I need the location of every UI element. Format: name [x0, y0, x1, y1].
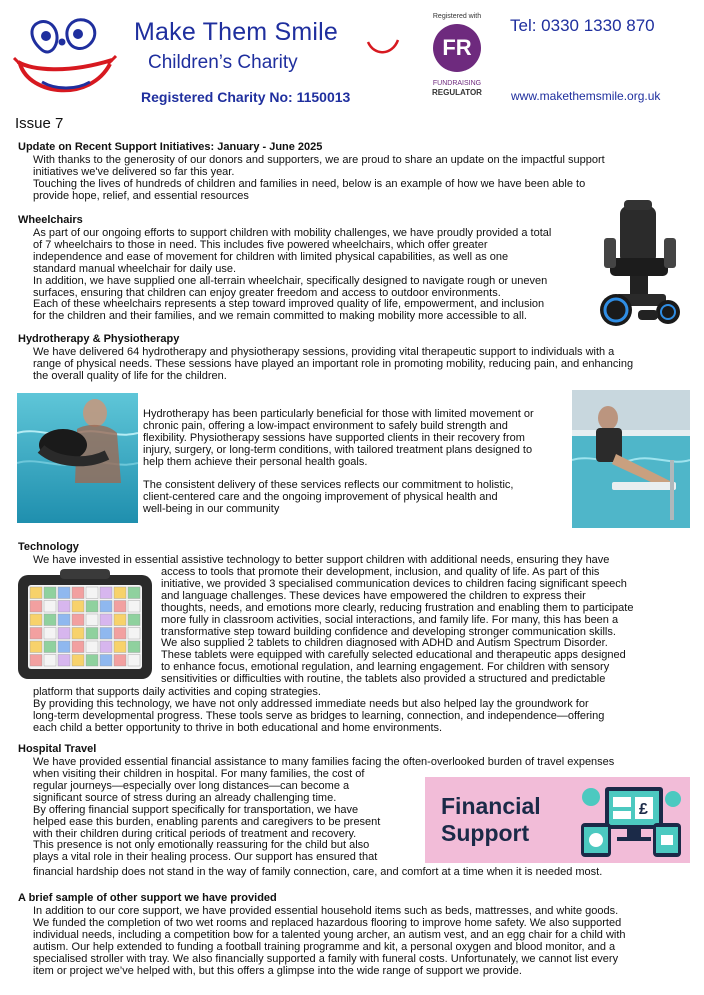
wheelchairs-body — [33, 228, 593, 323]
hospital-travel-heading: Hospital Travel — [18, 743, 97, 755]
text-line: flexibility. Physiotherapy sessions have supported clients in their recovery from — [143, 431, 525, 444]
text-line: when visiting their children in hospital. For many families, the cost of — [33, 768, 365, 780]
symbol-key — [128, 628, 140, 640]
text-line: platform that supports daily activities and coping strategies. — [33, 686, 321, 698]
text-line: surfaces, ensuring that children can enjoy greater freedom and access to outdoor environments. — [33, 286, 501, 299]
symbol-key — [72, 628, 84, 640]
symbol-key — [100, 641, 112, 653]
hydrotherapy-pool-photo — [17, 393, 138, 523]
text-line: initiatives we've delivered so far this year. — [33, 165, 235, 178]
symbol-key — [58, 655, 70, 667]
text-line: We have delivered 64 hydrotherapy and physiotherapy sessions, providing vital therapeutic support to individuals with a — [33, 346, 615, 358]
text-line: to enhance focus, emotional regulation, and learning engagement. For children with sensory — [161, 661, 610, 674]
symbol-key — [86, 601, 98, 613]
symbol-key — [72, 641, 84, 653]
symbol-key — [100, 587, 112, 599]
symbol-key — [44, 601, 56, 613]
regulator-circle — [433, 24, 481, 72]
symbol-key — [72, 587, 84, 599]
hydrotherapy-description — [143, 409, 573, 469]
text-line: client-centered care and the ongoing improvement of physical health and — [143, 490, 498, 503]
hydrotherapy-closing — [143, 480, 573, 516]
financial-support-line2: Support — [441, 820, 530, 846]
text-line: We funded the completion of two wet rooms and replaced hazardous flooring to improve home safety. We also supported — [33, 916, 622, 929]
text-line: initiative, we provided 3 specialised communication devices to children facing significant speech — [161, 577, 627, 590]
other-support-body — [33, 906, 698, 977]
symbol-key — [86, 641, 98, 653]
technology-side-text — [161, 567, 701, 686]
powered-wheelchair-image — [586, 198, 690, 330]
text-line: with their children during critical periods of treatment and recovery. — [33, 827, 357, 840]
text-line: significant source of stress during an already challenging time. — [33, 791, 337, 804]
text-line: thoughts, needs, and emotions more clearly, reducing frustration and enabling them to participate — [161, 601, 634, 614]
symbol-key — [114, 614, 126, 626]
symbol-key — [114, 655, 126, 667]
finance-devices-icon — [577, 783, 685, 859]
text-line: In addition to our core support, we have provided essential household items such as beds, mattresses, and white goods. — [33, 905, 619, 917]
symbol-key — [44, 614, 56, 626]
title-smile-accent — [366, 38, 400, 58]
wheelchairs-heading: Wheelchairs — [18, 214, 83, 226]
text-line: well-being in our community — [143, 502, 280, 515]
text-line: Hydrotherapy has been particularly beneficial for those with limited movement or — [143, 408, 534, 420]
text-line: standard manual wheelchair for daily use. — [33, 262, 237, 275]
issue-number: Issue 7 — [15, 115, 64, 132]
regulator-badge-letters: FR — [442, 35, 472, 60]
text-line: By offering financial support specifically for transportation, we have — [33, 803, 359, 816]
symbol-key — [44, 628, 56, 640]
text-line: plays a vital role in their healing process. Our support has ensured that — [33, 851, 378, 864]
financial-support-graphic — [425, 777, 690, 863]
text-line: individual needs, including a competition bow for a talented young archer, an autism vest, and an egg chair for a child with — [33, 928, 626, 941]
symbol-key — [30, 601, 42, 613]
text-line: These tablets were equipped with carefully selected educational and therapeutic apps designed — [161, 649, 626, 662]
text-line: more fully in classroom activities, social interactions, and family life. For many, this has been a — [161, 613, 619, 626]
regulator-name-line1: FUNDRAISING — [432, 80, 482, 87]
charity-logo — [12, 10, 124, 102]
text-line: Touching the lives of hundreds of children and families in need, below is an example of how we have been able to — [33, 177, 586, 190]
text-line: In addition, we have supplied one all-terrain wheelchair, specifically designed to navigate rough or uneven — [33, 274, 548, 287]
symbol-key — [58, 641, 70, 653]
symbol-key — [72, 655, 84, 667]
text-line: long-term developmental progress. These tools serve as bridges to learning, connection, and independence—offering — [33, 709, 605, 722]
symbol-key — [72, 601, 84, 613]
text-line: helped ease this burden, enabling parents and caregivers to be present — [33, 815, 381, 828]
symbol-key — [58, 614, 70, 626]
text-line: item or project we’ve helped with, but this offers a glimpse into the wide range of support we provide. — [33, 964, 522, 977]
physiotherapy-pool-photo — [572, 390, 690, 528]
text-line: independence and ease of movement for children with limited physical capabilities, as well as one — [33, 250, 509, 263]
hydrotherapy-intro — [33, 347, 698, 383]
text-line: the overall quality of life for the children. — [33, 369, 227, 382]
symbol-key — [44, 655, 56, 667]
symbol-key — [114, 587, 126, 599]
symbol-key — [128, 614, 140, 626]
text-line: of 7 wheelchairs to those in need. This includes five powered wheelchairs, which offer greater — [33, 238, 488, 251]
symbol-key — [86, 587, 98, 599]
website-link[interactable]: www.makethemsmile.org.uk — [511, 89, 661, 103]
symbol-key — [128, 587, 140, 599]
symbol-key — [30, 641, 42, 653]
symbol-key — [100, 614, 112, 626]
symbol-key — [30, 587, 42, 599]
text-line: We also supplied 2 tablets to children diagnosed with ADHD and Autism Spectrum Disorder. — [161, 637, 608, 650]
intro-heading: Update on Recent Support Initiatives: January - June 2025 — [18, 141, 323, 153]
communication-device-image — [16, 569, 154, 681]
text-line: chronic pain, offering a low-impact environment to safely build strength and — [143, 419, 508, 432]
hospital-travel-side-text — [33, 769, 425, 864]
text-line: As part of our ongoing efforts to support children with mobility challenges, we have proudly provided a total — [33, 227, 552, 239]
symbol-key — [100, 601, 112, 613]
telephone-number[interactable]: Tel: 0330 1330 870 — [510, 16, 655, 35]
symbol-key — [128, 601, 140, 613]
charity-subtitle: Children’s Charity — [148, 52, 298, 73]
financial-support-line1: Financial — [441, 793, 541, 819]
symbol-key — [114, 628, 126, 640]
text-line: sensitivities or difficulties with routine, the tablets also provided a structured and predictable — [161, 673, 606, 686]
symbol-key — [86, 614, 98, 626]
regulator-name-line2: REGULATOR — [432, 88, 482, 97]
text-line: for the children and their families, and we remain committed to making mobility more accessible to all. — [33, 310, 527, 323]
symbol-key — [114, 641, 126, 653]
text-line: transformative step toward building confidence and developing stronger communication skills. — [161, 625, 616, 638]
text-line: autism. Our help extended to funding a football training programme and kit, a personal oxygen and blood monitor, and a — [33, 940, 616, 953]
symbol-key — [30, 655, 42, 667]
svg-text:£: £ — [639, 801, 648, 818]
text-line: range of physical needs. These sessions have played an important role in promoting mobility, reducing pain, and enhancing — [33, 357, 634, 370]
text-line: specialised stroller with tray. We also financially supported a family with funeral costs. Unfortunately, we cannot list every — [33, 952, 619, 965]
text-line: Each of these wheelchairs represents a step toward improved quality of life, empowerment, and inclusion — [33, 298, 545, 311]
symbol-key — [44, 587, 56, 599]
text-line: each child a better opportunity to thrive in both educational and home environments. — [33, 721, 443, 734]
text-line: regular journeys—especially over long distances—can become a — [33, 779, 350, 792]
symbol-key — [58, 628, 70, 640]
hydrotherapy-heading: Hydrotherapy & Physiotherapy — [18, 333, 180, 345]
symbol-key — [86, 655, 98, 667]
text-line: This presence is not only emotionally reassuring for the child but also — [33, 839, 370, 852]
symbol-key — [86, 628, 98, 640]
other-support-heading: A brief sample of other support we have provided — [18, 892, 277, 904]
symbol-key — [30, 628, 42, 640]
symbol-key — [58, 587, 70, 599]
symbol-key — [72, 614, 84, 626]
text-line: help them achieve their personal health goals. — [143, 455, 368, 468]
symbol-key — [58, 601, 70, 613]
symbol-key — [128, 655, 140, 667]
symbol-key — [44, 641, 56, 653]
text-line: With thanks to the generosity of our donors and supporters, we are proud to share an update on the impactful support — [33, 154, 605, 166]
symbol-key — [128, 641, 140, 653]
text-line: injury, surgery, or long-term conditions, with tailored treatment plans designed to — [143, 443, 533, 456]
intro-body — [33, 155, 693, 203]
symbol-key — [100, 655, 112, 667]
charity-number: Registered Charity No: 1150013 — [141, 89, 351, 105]
fundraising-regulator-badge — [420, 12, 494, 108]
symbol-key — [114, 601, 126, 613]
charity-name: Make Them Smile — [134, 18, 338, 46]
hospital-travel-last-line: financial hardship does not stand in the way of family connection, care, and comfort at a time when it is needed most. — [33, 866, 603, 878]
hospital-travel-first-line: We have provided essential financial assistance to many families facing the often-overlooked burden of travel expenses — [33, 756, 615, 768]
text-line: The consistent delivery of these services reflects our commitment to holistic, — [143, 479, 514, 491]
technology-first-line: We have invested in essential assistive technology to better support children with additional needs, ensuring they have — [33, 554, 610, 566]
text-line: provide hope, relief, and essential resources — [33, 189, 249, 202]
technology-closing — [33, 687, 698, 735]
text-line: By providing this technology, we have not only addressed immediate needs but also helped lay the groundwork for — [33, 697, 589, 710]
symbol-key — [100, 628, 112, 640]
technology-heading: Technology — [18, 541, 79, 553]
text-line: access to tools that promote their development, inclusion, and quality of life. As part of this — [161, 566, 600, 578]
symbol-key — [30, 614, 42, 626]
text-line: and language challenges. These devices have empowered the children to express their — [161, 589, 586, 602]
regulator-caption: Registered with — [432, 13, 482, 20]
